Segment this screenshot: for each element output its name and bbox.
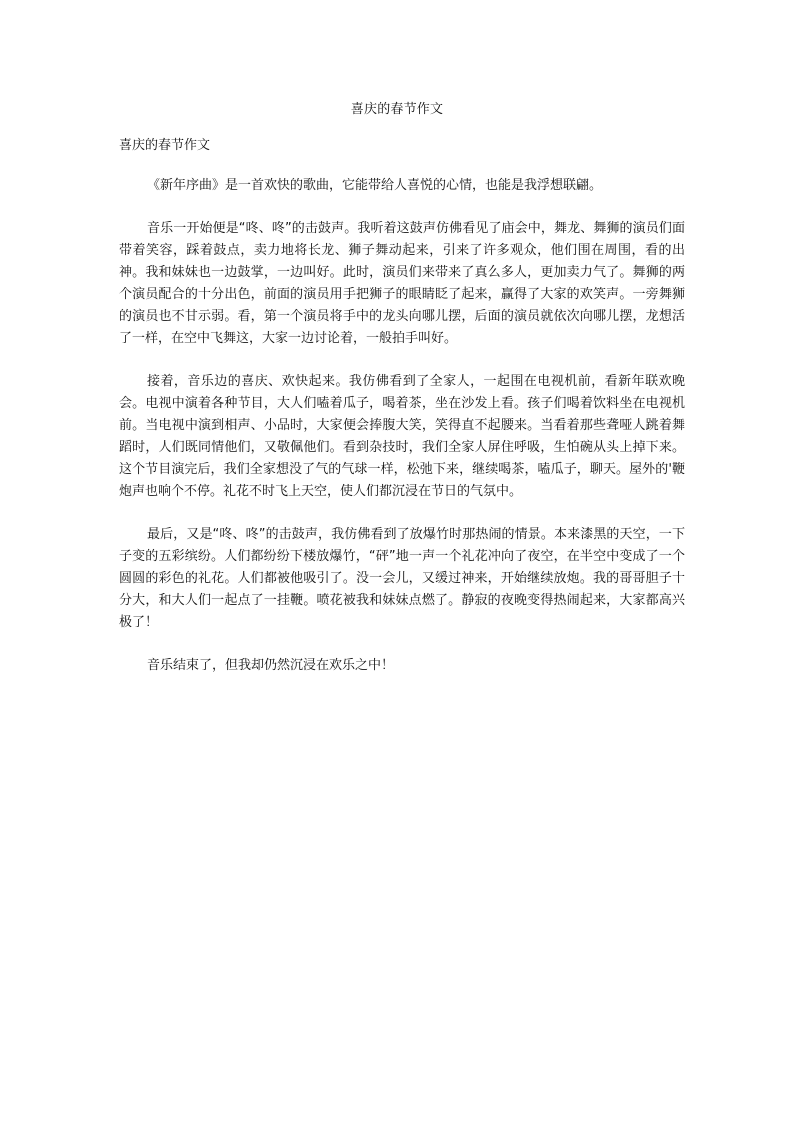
document-subtitle: 喜庆的春节作文 [119, 138, 211, 153]
document-title: 喜庆的春节作文 [350, 102, 444, 117]
document-body [119, 135, 685, 698]
paragraph-intro: 《新年序曲》是一首欢快的歌曲，它能带给人喜悦的心情，也能是我浮想联翩。 [147, 178, 603, 193]
paragraph-fireworks: 最后，又是“咚、咚”的击鼓声，我仿佛看到了放爆竹时那热闹的情景。本来漆黑的天空，一下子变的五彩缤纷。人们都纷纷下楼放爆竹，“砰”地一声一个礼花冲向了夜空，在半空中变成了一个圆圆的彩色的礼花。人们都被他吸引了。没一会儿，又缓过神来，开始继续放炮。我的哥哥胆子十分大，和大人们一起点了一挂鞭。喷花被我和妹妹点燃了。静寂的夜晚变得热闹起来，大家都高兴极了！ [119, 527, 685, 630]
paragraph-drum-dance: 音乐一开始便是“咚、咚”的击鼓声。我听着这鼓声仿佛看见了庙会中，舞龙、舞狮的演员们面带着笑容，踩着鼓点，卖力地将长龙、狮子舞动起来，引来了许多观众，他们围在周围，看的出神。我和妹妹也一边鼓掌，一边叫好。此时，演员们来带来了真么多人，更加卖力气了。舞狮的两个演员配合的十分出色，前面的演员用手把狮子的眼睛眨了起来，赢得了大家的欢笑声。一旁舞狮的演员也不甘示弱。看，第一个演员将手中的龙头向哪儿摆，后面的演员就依次向哪儿摆，龙想活了一样，在空中飞舞这，大家一边讨论着，一般拍手叫好。 [119, 221, 685, 346]
paragraph-gala: 接着，音乐边的喜庆、欢快起来。我仿佛看到了全家人，一起围在电视机前，看新年联欢晚会。电视中演着各种节目，大人们嗑着瓜子，喝着茶，坐在沙发上看。孩子们喝着饮料坐在电视机前。当电视中演到相声、小品时，大家便会捧腹大笑，笑得直不起腰来。当看着那些聋哑人跳着舞蹈时，人们既同情他们，又敬佩他们。看到杂技时，我们全家人屏住呼吸，生怕碗从头上掉下来。这个节目演完后，我们全家想没了气的气球一样，松弛下来，继续喝茶，嗑瓜子，聊天。屋外的'鞭炮声也响个不停。礼花不时飞上天空，使人们都沉浸在节日的气氛中。 [119, 374, 685, 499]
paragraph-ending: 音乐结束了，但我却仍然沉浸在欢乐之中！ [147, 658, 395, 673]
